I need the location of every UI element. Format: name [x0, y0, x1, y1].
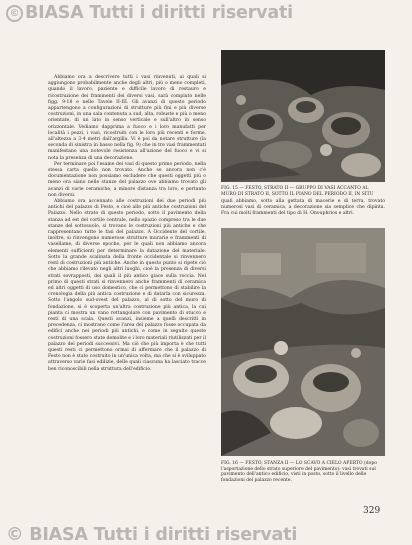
watermark-bottom: © BIASA Tutti i diritti riservati [6, 525, 298, 545]
copyright-logo-icon: © [6, 5, 23, 22]
excavation-photo-1 [221, 50, 385, 182]
paragraph: quali abbiamo, sotto alla gettata di macerie e di terra, trovato numerosi vasi di ceramica, a decorazione sia semplice che dipinta. Fra cui molti frammenti del tipo di H. Onouphrios e altri. [221, 199, 385, 217]
left-text-column [48, 75, 206, 497]
page-number: 329 [363, 506, 381, 516]
excavation-photo-2 [221, 228, 385, 456]
paragraph: Abbiamo ora a descrivere tutti i vasi rinvenuti, ai quali si aggiungono probabilmente anche degli altri, più o meno completi, quando il lavoro, paziente e difficile lavoro di restauro e ricostruzione dei frammenti dei diversi vasi, sarà compiuto nelle figg. 9-18 e nelle Tavole II-III. Gli avanzi di questo periodo appartengono a configurazioni di strutture più fini e più diverse costruzioni, in una sala contenuta a sud, alta, robuste e più o meno orientate, di un lato in senso verticale e sull'altro in senso orizzontale. Vediamo dapprima a fuoco e i loro manufatti per località i pezzi, i vasi, ricostruiti con le loro più recenti e forme, all'altezza a 3-4 metri dall'argilla. Vi è poi da notare strutture (la seconda di sinistra in basso nella fig. 9) che in tre vasi frammentati manifestano una notevole resistenza all'azione del fuoco e vi si nota la presenza di una decorazione. [48, 75, 206, 161]
paragraph: Per terminare poi l'esame dei vasi di questo primo periodo, nella stessa carta quello non trovato. Anche se ancora non c'è documentazione non possiamo escludere che questi oggetti più o meno ora siano nelle stanze del palazzo ove abbiamo trovato gli avanzi di varie ceramiche, a minore distanza tra loro, e pertanto non diversi. [48, 161, 206, 198]
paragraph: Abbiamo ora accennato alle costruzioni dei due periodi più antichi del palazzo di Festo, e cioè alle più antiche costruzioni del Palazzo. Nello strato di questo periodo, sotto il pavimento della stanza ad est del cortile centrale, nello spazio compreso tra le due stanze del sottosuolo, si trovano le costruzioni più antiche e che rappresentano tutte le fasi del palazzo. A Occidente del cortile, inoltre, si rinvengono numerose strutture murarie e frammenti di vasellame, di diverse epoche, per le quali non abbiamo ancora elementi sufficienti per determinare la datazione del materiale. Sotto la grande scalinata della fronte occidentale si rinvennero resti di costruzioni più antiche. Anche in questo punto si ripete ciò che abbiamo rilevato negli altri luoghi, cioè la presenza di diversi strati sovrapposti, dei quali il più antico giace sulla roccia. Nel primo di questi strati si rinvennero anche frammenti di ceramica ed altri oggetti di uso domestico, che ci permettono di stabilire la cronologia della più antica costruzione e di datarla con sicurezza. Sotto l'angolo sud-ovest del palazzo, al di sotto del muro di fondazione, si è scoperta un'altra costruzione più antica, la cui pianta ci mostra un vano rettangolare con pavimento di stucco e resti di una scala. Questi avanzi, insieme a quelli descritti in precedenza, ci mostrano come l'area del palazzo fosse occupata da edifici anche nei periodi più antichi, e come in seguito queste costruzioni fossero state demolite e i loro materiali riutilizzati per il palazzo dei periodi successivi. Ma ciò che più importa è che tutti questi resti ci permettono ormai di affermare che il palazzo di Festo non è stato costruito in un'unica volta, ma che si è sviluppato attraverso varie fasi edilizie, delle quali ciascuna ha lasciato tracce ben riconoscibili nella struttura dell'edificio. [48, 199, 206, 372]
figure-caption-1: FIG. 15 — FESTO, STRATO II — GRUPPO DI VASI ACCANTO AL MURO DI STRATO II, SOTTO IL PIANO DEL PERIODO II, IN SITU [221, 186, 374, 197]
figure-photo-2 [221, 228, 385, 456]
watermark-top [6, 3, 293, 23]
figure-photo-1 [221, 50, 385, 182]
right-text-column [221, 199, 385, 218]
figure-caption-2: FIG. 16 — FESTO, STANZA II — LO SCAVO A CIELO APERTO (dopo l'asportazione dello strato superiore del pavimento): vasi trovati sul pavimento dell'antico edificio, visti in posto, sotto il livello delle fondazioni del palazzo recente. [221, 461, 377, 483]
watermark-top-text: BIASA Tutti i diritti riservati [25, 3, 293, 23]
